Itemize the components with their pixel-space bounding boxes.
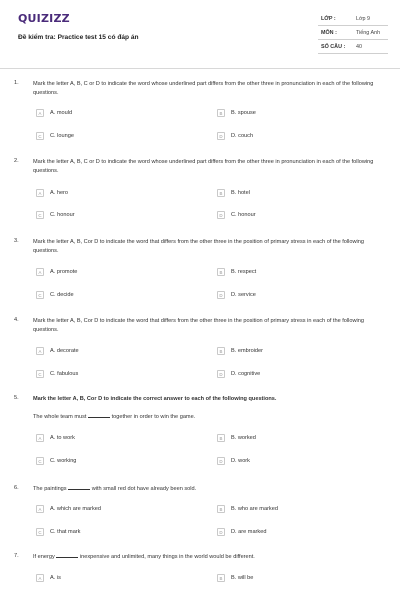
question-sentence: [33, 485, 196, 492]
option-letter-box: C: [36, 291, 44, 299]
option-letter-box: A: [36, 347, 44, 355]
option-letter-box: D: [217, 291, 225, 299]
option-label: C. decide: [50, 292, 74, 298]
option-a[interactable]: [36, 505, 101, 513]
option-letter-box: D: [217, 528, 225, 536]
answer-blank: [88, 413, 110, 418]
question-text: Mark the letter A, B, Cor D to indicate the word that differs from the other three in the position of primary stress in each of the following questions.: [33, 239, 365, 254]
option-d[interactable]: [217, 528, 266, 536]
option-d[interactable]: [217, 132, 253, 140]
option-label: D. work: [231, 458, 250, 464]
question-sentence: [33, 553, 255, 560]
option-letter-box: A: [36, 574, 44, 582]
option-letter-box: A: [36, 109, 44, 117]
meta-value: Tiếng Anh: [356, 30, 381, 36]
option-label: B. hotel: [231, 190, 250, 196]
sentence-before: If energy: [33, 554, 55, 560]
option-label: C. honour: [50, 212, 75, 218]
option-a[interactable]: [36, 109, 72, 117]
option-c[interactable]: [36, 291, 74, 299]
question-text: Mark the letter A, B, C or D to indicate the word whose underlined part differs from the other three in pronunciation in each of the following questions.: [33, 159, 374, 174]
question-number: 1.: [14, 80, 19, 86]
option-a[interactable]: [36, 434, 75, 442]
option-letter-box: D: [217, 370, 225, 378]
option-b[interactable]: [217, 268, 256, 276]
option-d[interactable]: [217, 370, 260, 378]
question-text: Mark the letter A, B, C or D to indicate the word whose underlined part differs from the other three in pronunciation in each of the following questions.: [33, 81, 374, 96]
answer-blank: [68, 485, 90, 490]
option-letter-box: D: [217, 457, 225, 465]
answer-blank: [56, 553, 78, 558]
option-b[interactable]: [217, 505, 278, 513]
question-sentence: [33, 413, 195, 420]
sentence-before: The paintings: [33, 486, 67, 492]
option-label: C. honour: [231, 212, 256, 218]
option-label: B. will be: [231, 575, 254, 581]
option-letter-box: B: [217, 268, 225, 276]
option-label: D. are marked: [231, 529, 267, 535]
option-label: C. lounge: [50, 133, 74, 139]
option-c[interactable]: [36, 528, 80, 536]
header-divider: [0, 68, 400, 69]
divider: [318, 53, 388, 54]
quizizz-logo[interactable]: QUIZIZZ: [18, 12, 70, 25]
option-letter-box: C: [36, 211, 44, 219]
option-letter-box: B: [217, 347, 225, 355]
question-text: Mark the letter A, B, Cor D to indicate the correct answer to each of the following questions.: [33, 396, 277, 402]
option-letter-box: B: [217, 109, 225, 117]
meta-value: 40: [356, 44, 362, 50]
option-label: A. is: [50, 575, 61, 581]
option-letter-box: B: [217, 574, 225, 582]
sentence-after: inexpensive and unlimited, many things in the world would be different.: [79, 554, 255, 560]
option-letter-box: A: [36, 505, 44, 513]
meta-key: SỐ CÂU :: [321, 44, 346, 50]
worksheet-header: [0, 0, 400, 70]
option-a[interactable]: [36, 347, 79, 355]
option-label: A. to work: [50, 435, 75, 441]
sentence-before: The whole team must: [33, 414, 87, 420]
option-letter-box: B: [217, 505, 225, 513]
option-letter-box: A: [36, 268, 44, 276]
question-number: 7.: [14, 553, 19, 559]
question-number: 4.: [14, 317, 19, 323]
option-b[interactable]: [217, 347, 263, 355]
option-label: C. fabulous: [50, 371, 79, 377]
option-letter-box: A: [36, 434, 44, 442]
option-a[interactable]: [36, 189, 68, 197]
option-label: C. working: [50, 458, 77, 464]
option-d[interactable]: [217, 291, 256, 299]
option-d[interactable]: [217, 211, 256, 219]
option-letter-box: C: [36, 528, 44, 536]
option-a[interactable]: [36, 574, 61, 582]
option-label: A. decorate: [50, 348, 79, 354]
option-label: B. respect: [231, 269, 257, 275]
option-label: A. promote: [50, 269, 78, 275]
option-b[interactable]: [217, 109, 256, 117]
option-letter-box: C: [36, 132, 44, 140]
sentence-after: with small red dot have already been sold.: [91, 486, 197, 492]
option-c[interactable]: [36, 457, 76, 465]
option-letter-box: B: [217, 189, 225, 197]
option-letter-box: C: [36, 457, 44, 465]
option-label: A. which are marked: [50, 506, 101, 512]
option-letter-box: D: [217, 211, 225, 219]
option-letter-box: B: [217, 434, 225, 442]
option-b[interactable]: [217, 574, 253, 582]
option-label: B. worked: [231, 435, 256, 441]
meta-key: MÔN :: [321, 30, 337, 36]
meta-row-subject: [318, 26, 388, 40]
option-label: B. embroider: [231, 348, 264, 354]
meta-row-grade: [318, 12, 388, 26]
option-letter-box: A: [36, 189, 44, 197]
meta-panel: [318, 12, 388, 54]
question-number: 2.: [14, 158, 19, 164]
meta-key: LỚP :: [321, 16, 336, 22]
option-c[interactable]: [36, 132, 74, 140]
question-number: 5.: [14, 395, 19, 401]
option-label: D. couch: [231, 133, 254, 139]
option-label: A. mould: [50, 110, 73, 116]
option-label: D. service: [231, 292, 256, 298]
option-b[interactable]: [217, 434, 256, 442]
option-label: C. that mark: [50, 529, 81, 535]
option-label: B. spouse: [231, 110, 256, 116]
option-letter-box: C: [36, 370, 44, 378]
option-c[interactable]: [36, 370, 78, 378]
option-b[interactable]: [217, 189, 250, 197]
question-number: 3.: [14, 238, 19, 244]
question-text: Mark the letter A, B, Cor D to indicate the word that differs from the other three in the position of primary stress in each of the following questions.: [33, 318, 365, 333]
question-number: 6.: [14, 485, 19, 491]
option-label: B. who are marked: [231, 506, 278, 512]
page-title: Đề kiểm tra: Practice test 15 có đáp án: [18, 34, 139, 41]
meta-value: Lớp 9: [356, 16, 371, 22]
option-label: D. cognitive: [231, 371, 261, 377]
sentence-after: together in order to win the game.: [111, 414, 196, 420]
option-c[interactable]: [36, 211, 75, 219]
option-d[interactable]: [217, 457, 250, 465]
option-label: A. hero: [50, 190, 69, 196]
option-letter-box: D: [217, 132, 225, 140]
option-a[interactable]: [36, 268, 77, 276]
meta-row-count: [318, 40, 388, 54]
